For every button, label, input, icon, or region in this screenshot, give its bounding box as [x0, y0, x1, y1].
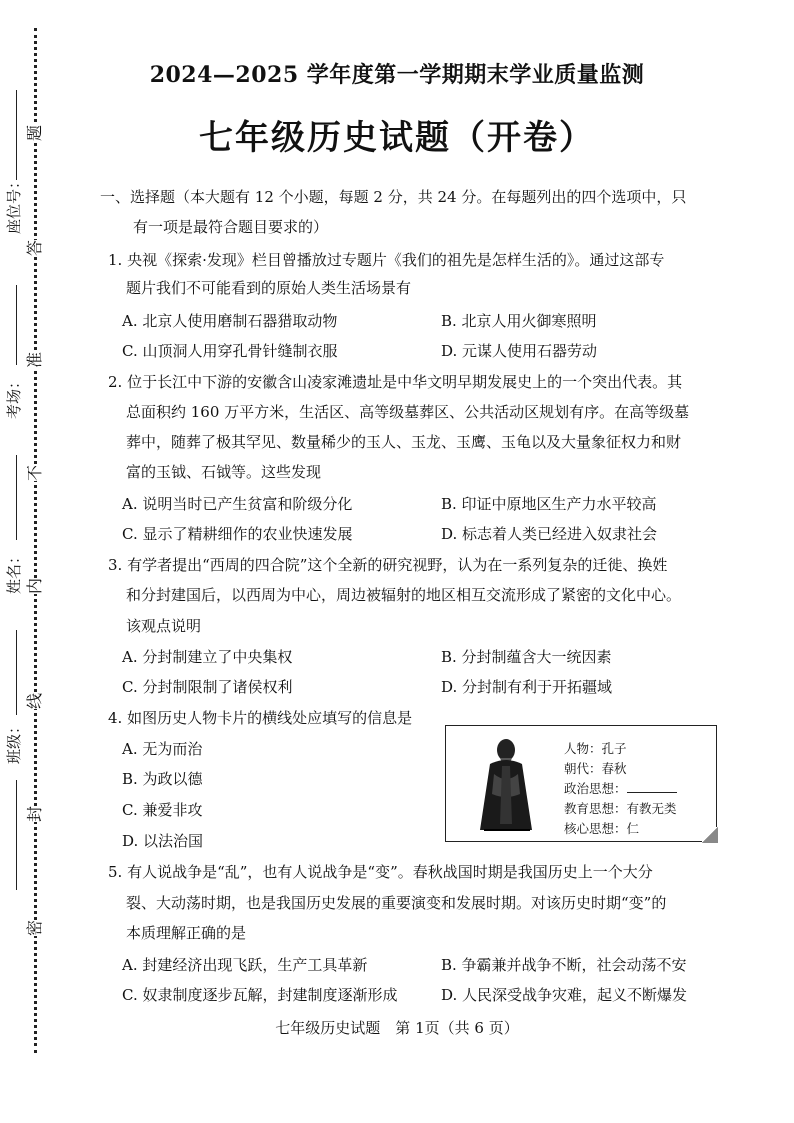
- question-4-option-d[interactable]: D. 以法治国: [122, 832, 204, 850]
- question-1-text: 1. 央视《探索·发现》栏目曾播放过专题片《我们的祖先是怎样生活的》。通过这部专: [108, 251, 665, 269]
- question-5-option-c[interactable]: C. 奴隶制度逐步瓦解，封建制度逐渐形成: [122, 986, 398, 1004]
- seal-char: 封: [25, 805, 44, 822]
- section-heading: 一、选择题（本大题有 12 个小题，每题 2 分，共 24 分。在每题列出的四个选项中，只: [100, 188, 687, 206]
- answer-blank[interactable]: [627, 781, 677, 793]
- seal-char: 密: [25, 919, 44, 936]
- question-4-text: 4. 如图历史人物卡片的横线处应填写的信息是: [108, 709, 413, 727]
- confucius-portrait-icon: [460, 734, 550, 834]
- question-4-option-c[interactable]: C. 兼爱非攻: [122, 801, 203, 819]
- question-2-text: 2. 位于长江中下游的安徽含山凌家滩遗址是中华文明早期发展史上的一个突出代表。其: [108, 373, 683, 391]
- question-4-option-b[interactable]: B. 为政以德: [122, 770, 203, 788]
- seal-char: 准: [25, 351, 44, 368]
- card-political-thought: [564, 780, 677, 798]
- question-3-option-c[interactable]: C. 分封制限制了诸侯权利: [122, 678, 293, 696]
- question-3-option-b[interactable]: B. 分封制蕴含大一统因素: [441, 648, 612, 666]
- seal-char: 答: [25, 239, 44, 256]
- binding-margin: [0, 0, 60, 1070]
- question-2-option-b[interactable]: B. 印证中原地区生产力水平较高: [441, 495, 657, 513]
- seal-dotted-line: [34, 28, 37, 1053]
- card-political-label: 政治思想：: [564, 781, 627, 796]
- historical-figure-card: [445, 725, 717, 842]
- class-line: [16, 630, 17, 715]
- question-2-option-c[interactable]: C. 显示了精耕细作的农业快速发展: [122, 525, 353, 543]
- question-2-text: 总面积约 160 万平方米，生活区、高等级墓葬区、公共活动区规划有序。在高等级墓: [126, 403, 690, 421]
- question-1-option-c[interactable]: C. 山顶洞人用穿孔骨针缝制衣服: [122, 342, 338, 360]
- question-5-option-b[interactable]: B. 争霸兼并战争不断，社会动荡不安: [441, 956, 687, 974]
- question-5-option-d[interactable]: D. 人民深受战争灾难，起义不断爆发: [441, 986, 688, 1004]
- seal-char: 内: [25, 577, 44, 594]
- question-3-option-d[interactable]: D. 分封制有利于开拓疆域: [441, 678, 613, 696]
- card-dynasty: 朝代：春秋: [564, 761, 627, 776]
- class-label: 班级：: [5, 718, 23, 764]
- exam-room-field[interactable]: [0, 285, 28, 465]
- section-heading-cont: 有一项是最符合题目要求的）: [133, 218, 329, 236]
- seat-number-label: 座位号：: [5, 173, 23, 234]
- exam-title: 2024—2025 学年度第一学期期末学业质量监测: [149, 62, 645, 88]
- question-2-option-a[interactable]: A. 说明当时已产生贫富和阶级分化: [122, 495, 353, 513]
- question-3-text: 3. 有学者提出“西周的四合院”这个全新的研究视野，认为在一系列复杂的迁徙、换姓: [108, 556, 668, 574]
- class-field[interactable]: [0, 630, 28, 810]
- question-3-text: 该观点说明: [126, 617, 202, 635]
- question-3-text: 和分封建国后，以西周为中心，周边被辐射的地区相互交流形成了紧密的文化中心。: [126, 586, 682, 604]
- question-1-option-a[interactable]: A. 北京人使用磨制石器猎取动物: [122, 312, 338, 330]
- exam-room-label: 考场：: [5, 373, 23, 419]
- paper-title: 七年级历史试题（开卷）: [199, 118, 595, 158]
- card-core-thought: 核心思想：仁: [564, 821, 640, 836]
- question-2-option-d[interactable]: D. 标志着人类已经进入奴隶社会: [441, 525, 658, 543]
- name-field[interactable]: [0, 455, 28, 635]
- seal-char: 题: [25, 124, 44, 141]
- card-person: 人物：孔子: [564, 741, 627, 756]
- name-label: 姓名：: [5, 548, 23, 594]
- card-education-thought: 教育思想：有教无类: [564, 801, 677, 816]
- seal-char: 不: [25, 464, 44, 481]
- page-curl-icon: [702, 827, 718, 843]
- class-line-lower: [16, 780, 17, 890]
- question-1-text: 题片我们不可能看到的原始人类生活场景有: [126, 279, 412, 297]
- question-4-option-a[interactable]: A. 无为而治: [122, 740, 203, 758]
- question-3-option-a[interactable]: A. 分封制建立了中央集权: [122, 648, 293, 666]
- question-2-text: 葬中，随葬了极其罕见、数量稀少的玉人、玉龙、玉鹰、玉龟以及大量象征权力和财: [126, 433, 682, 451]
- question-5-text: 5. 有人说战争是“乱”，也有人说战争是“变”。春秋战国时期是我国历史上一个大分: [108, 863, 653, 881]
- seal-char: 线: [25, 692, 44, 709]
- question-5-text: 本质理解正确的是: [126, 924, 247, 942]
- exam-room-line: [16, 285, 17, 365]
- page-footer: 七年级历史试题 第 1页（共 6 页）: [275, 1019, 519, 1037]
- question-5-option-a[interactable]: A. 封建经济出现飞跃，生产工具革新: [122, 956, 368, 974]
- question-2-text: 富的玉钺、石钺等。这些发现: [126, 463, 322, 481]
- question-1-option-b[interactable]: B. 北京人用火御寒照明: [441, 312, 597, 330]
- question-1-option-d[interactable]: D. 元谋人使用石器劳动: [441, 342, 598, 360]
- question-5-text: 裂、大动荡时期，也是我国历史发展的重要演变和发展时期。对该历史时期“变”的: [126, 894, 667, 912]
- name-line: [16, 455, 17, 540]
